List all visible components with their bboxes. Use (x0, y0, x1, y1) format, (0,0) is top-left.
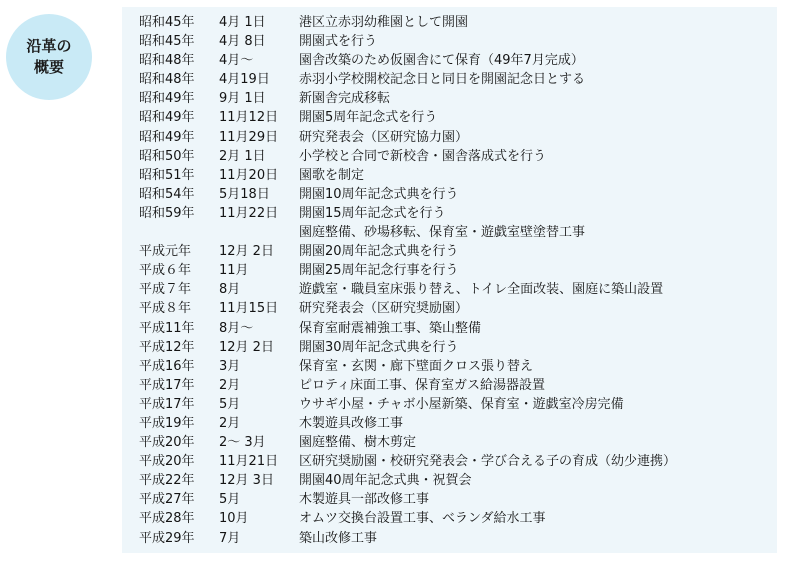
history-row (122, 414, 777, 433)
history-date: 4月 8日 (219, 34, 266, 50)
history-era: 平成元年 (139, 244, 192, 260)
history-row (122, 395, 777, 414)
history-event: 園舎改築のため仮園舎にて保育（49年7月完成） (299, 53, 584, 69)
history-row (122, 185, 777, 204)
history-row (122, 433, 777, 452)
history-date: 2月 1日 (219, 148, 266, 164)
history-row (122, 51, 777, 70)
history-era: 平成６年 (139, 263, 192, 279)
history-date: 2月 (219, 377, 241, 393)
history-row (122, 147, 777, 166)
history-era: 平成17年 (139, 377, 195, 393)
history-event: 保育室耐震補強工事、築山整備 (299, 320, 482, 336)
history-date: 11月29日 (219, 129, 279, 145)
history-row (122, 261, 777, 280)
history-event: 開園式を行う (299, 34, 378, 50)
history-date: 11月22日 (219, 205, 279, 221)
history-date: 8月～ (219, 320, 254, 336)
history-event: 開園10周年記念式典を行う (299, 186, 459, 202)
history-date: 4月19日 (219, 72, 270, 88)
history-date: 3月 (219, 358, 241, 374)
history-row (122, 299, 777, 318)
history-date: 12月 3日 (219, 473, 274, 489)
history-date: 5月 (219, 492, 241, 508)
history-event: 園庭整備、樹木剪定 (299, 435, 417, 451)
history-event: 港区立赤羽幼稚園として開園 (299, 15, 469, 30)
history-event: 区研究奨励園・校研究発表会・学び合える子の育成（幼少連携） (299, 454, 677, 470)
history-row (122, 89, 777, 108)
history-event: 園歌を制定 (299, 167, 365, 183)
history-date: 7月 (219, 530, 241, 546)
history-event: 保育室・玄関・廊下壁面クロス張り替え (299, 358, 534, 374)
history-event: 遊戯室・職員室床張り替え、トイレ全面改装、園庭に築山設置 (299, 282, 664, 298)
history-era: 昭和50年 (139, 148, 195, 164)
badge-line-2: 概要 (33, 58, 64, 76)
history-row (122, 509, 777, 528)
history-event: 研究発表会（区研究奨励園） (299, 301, 469, 317)
history-date: 10月 (219, 511, 249, 527)
history-event: 開園30周年記念式典を行う (299, 339, 459, 355)
history-era: 昭和59年 (139, 205, 195, 221)
history-event: 木製遊具一部改修工事 (299, 492, 430, 508)
badge-line-1: 沿革の (26, 37, 72, 55)
history-date: 2～ 3月 (219, 435, 266, 451)
history-row (122, 490, 777, 509)
history-era: 昭和48年 (139, 72, 195, 88)
history-era: 昭和51年 (139, 167, 195, 183)
history-row (122, 166, 777, 185)
history-era: 昭和54年 (139, 186, 195, 202)
history-row (122, 108, 777, 127)
history-era: 平成11年 (139, 320, 195, 336)
history-row (122, 471, 777, 490)
history-event: 開園25周年記念行事を行う (299, 263, 459, 279)
history-era: 昭和48年 (139, 53, 195, 69)
history-row (122, 13, 777, 32)
history-event: 小学校と合同で新校舎・園舎落成式を行う (299, 148, 547, 164)
history-date: 4月 1日 (219, 15, 266, 30)
history-date: 2月 (219, 415, 241, 431)
history-era: 平成27年 (139, 492, 195, 508)
history-date: 11月 (219, 263, 249, 279)
history-era: 平成29年 (139, 530, 195, 546)
history-row (122, 204, 777, 223)
history-event: オムツ交換台設置工事、ベランダ給水工事 (299, 511, 546, 527)
history-date: 12月 2日 (219, 244, 274, 260)
history-row (122, 280, 777, 299)
history-list (122, 13, 777, 548)
history-row (122, 529, 777, 548)
history-date: 5月 (219, 396, 241, 412)
history-era: 昭和45年 (139, 34, 195, 50)
history-era: 昭和49年 (139, 110, 195, 126)
history-date: 11月15日 (219, 301, 279, 317)
history-era: 平成17年 (139, 396, 195, 412)
history-event: 新園舎完成移転 (299, 91, 391, 107)
history-date: 12月 2日 (219, 339, 274, 355)
history-event: 研究発表会（区研究協力園） (299, 129, 469, 145)
history-row (122, 376, 777, 395)
section-badge (6, 14, 92, 100)
history-row (122, 452, 777, 471)
history-row (122, 128, 777, 147)
history-event: 園庭整備、砂場移転、保育室・遊戯室壁塗替工事 (299, 225, 586, 241)
history-date: 5月18日 (219, 186, 270, 202)
history-event: 木製遊具改修工事 (299, 415, 404, 431)
history-era: 平成19年 (139, 415, 195, 431)
history-event: 赤羽小学校開校記念日と同日を開園記念日とする (299, 72, 586, 88)
history-event: 開園40周年記念式典・祝賀会 (299, 473, 472, 489)
history-date: 11月21日 (219, 454, 279, 470)
history-event: ピロティ床面工事、保育室ガス給湯器設置 (299, 377, 545, 393)
history-era: 昭和49年 (139, 129, 195, 145)
history-date: 8月 (219, 282, 241, 298)
history-date: 4月～ (219, 53, 254, 69)
history-row (122, 32, 777, 51)
history-date: 11月12日 (219, 110, 279, 126)
history-era: 昭和45年 (139, 15, 195, 30)
history-era: 平成22年 (139, 473, 195, 489)
history-date: 9月 1日 (219, 91, 266, 107)
history-event: 開園5周年記念式を行う (299, 110, 438, 126)
history-date: 11月20日 (219, 167, 279, 183)
history-era: 平成20年 (139, 454, 195, 470)
history-era: 平成20年 (139, 435, 195, 451)
history-era: 平成28年 (139, 511, 195, 527)
history-row (122, 319, 777, 338)
history-row (122, 242, 777, 261)
history-row (122, 70, 777, 89)
history-era: 平成12年 (139, 339, 195, 355)
history-event: 開園15周年記念式を行う (299, 205, 446, 221)
history-event: ウサギ小屋・チャボ小屋新築、保育室・遊戯室冷房完備 (299, 396, 624, 412)
history-row (122, 223, 777, 242)
history-era: 平成16年 (139, 358, 195, 374)
history-row (122, 357, 777, 376)
history-era: 平成８年 (139, 301, 192, 317)
history-event: 開園20周年記念式典を行う (299, 244, 459, 260)
history-row (122, 338, 777, 357)
history-era: 昭和49年 (139, 91, 195, 107)
history-event: 築山改修工事 (299, 530, 378, 546)
history-era: 平成７年 (139, 282, 192, 298)
